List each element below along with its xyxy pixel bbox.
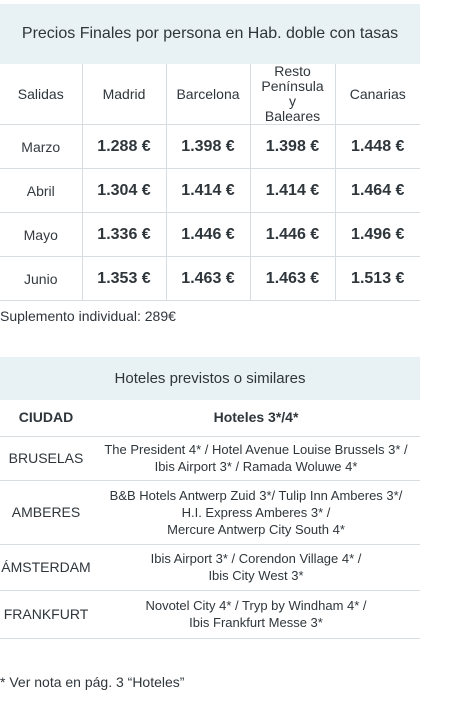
table-row [0,436,420,480]
prices-table-title: Precios Finales por persona en Hab. doble con tasas [0,4,420,64]
price-cell: 1.464 € [335,169,420,213]
hotel-line: B&B Hotels Antwerp Zuid 3*/ Tulip Inn Amberes 3*/ [109,487,403,503]
price-cell: 1.288 € [82,125,166,169]
hotel-line: Ibis Airport 3* / Ramada Woluwe 4* [154,459,358,474]
city-name: BRUSELAS [0,436,92,480]
table-row [0,213,420,257]
price-cell: 1.496 € [335,213,420,257]
prices-table [0,64,420,301]
hotels-header-row [0,400,420,436]
header-madrid: Madrid [82,64,166,125]
price-cell: 1.446 € [250,213,335,257]
hotels-table [0,400,420,639]
hotel-line: Ibis Airport 3* / Corendon Village 4* / [150,551,362,566]
price-cell: 1.414 € [166,169,250,213]
price-cell: 1.398 € [166,125,250,169]
price-cell: 1.463 € [250,257,335,301]
hotel-line: Ibis City West 3* [208,568,304,583]
hotel-list [92,544,420,590]
table-row [0,125,420,169]
price-cell: 1.304 € [82,169,166,213]
price-cell: 1.463 € [166,257,250,301]
table-row [0,169,420,213]
departure-month: Abril [0,169,82,213]
city-name: FRANKFURT [0,590,92,638]
header-hoteles: Hoteles 3*/4* [92,400,420,436]
hotels-table-title: Hoteles previstos o similares [0,357,420,400]
departure-month: Mayo [0,213,82,257]
city-name: AMBERES [0,480,92,544]
price-cell: 1.336 € [82,213,166,257]
price-cell: 1.446 € [166,213,250,257]
hotel-line: H.I. Express Amberes 3* / [181,504,331,520]
header-ciudad: CIUDAD [0,400,92,436]
city-name: ÁMSTERDAM [0,544,92,590]
departure-month: Marzo [0,125,82,169]
price-cell: 1.353 € [82,257,166,301]
table-row [0,590,420,638]
table-row [0,544,420,590]
hotel-line: The President 4* / Hotel Avenue Louise Brussels 3* / [104,442,408,457]
price-cell: 1.398 € [250,125,335,169]
prices-header-row [0,64,420,125]
header-resto-peninsula: Resto Península y Baleares [250,64,335,125]
table-row [0,480,420,544]
price-cell: 1.513 € [335,257,420,301]
hotels-footnote: * Ver nota en pág. 3 “Hoteles” [0,674,185,690]
hotel-list [92,436,420,480]
hotel-line: Ibis Frankfurt Messe 3* [189,615,323,630]
table-row [0,257,420,301]
single-supplement-text: Suplemento individual: 289€ [0,308,176,324]
price-cell: 1.414 € [250,169,335,213]
departure-month: Junio [0,257,82,301]
hotel-list [92,480,420,544]
header-salidas: Salidas [0,64,82,125]
hotel-line: Mercure Antwerp City South 4* [167,521,345,537]
hotel-line: Novotel City 4* / Tryp by Windham 4* / [145,598,367,613]
header-barcelona: Barcelona [166,64,250,125]
header-canarias: Canarias [335,64,420,125]
price-cell: 1.448 € [335,125,420,169]
hotel-list [92,590,420,638]
